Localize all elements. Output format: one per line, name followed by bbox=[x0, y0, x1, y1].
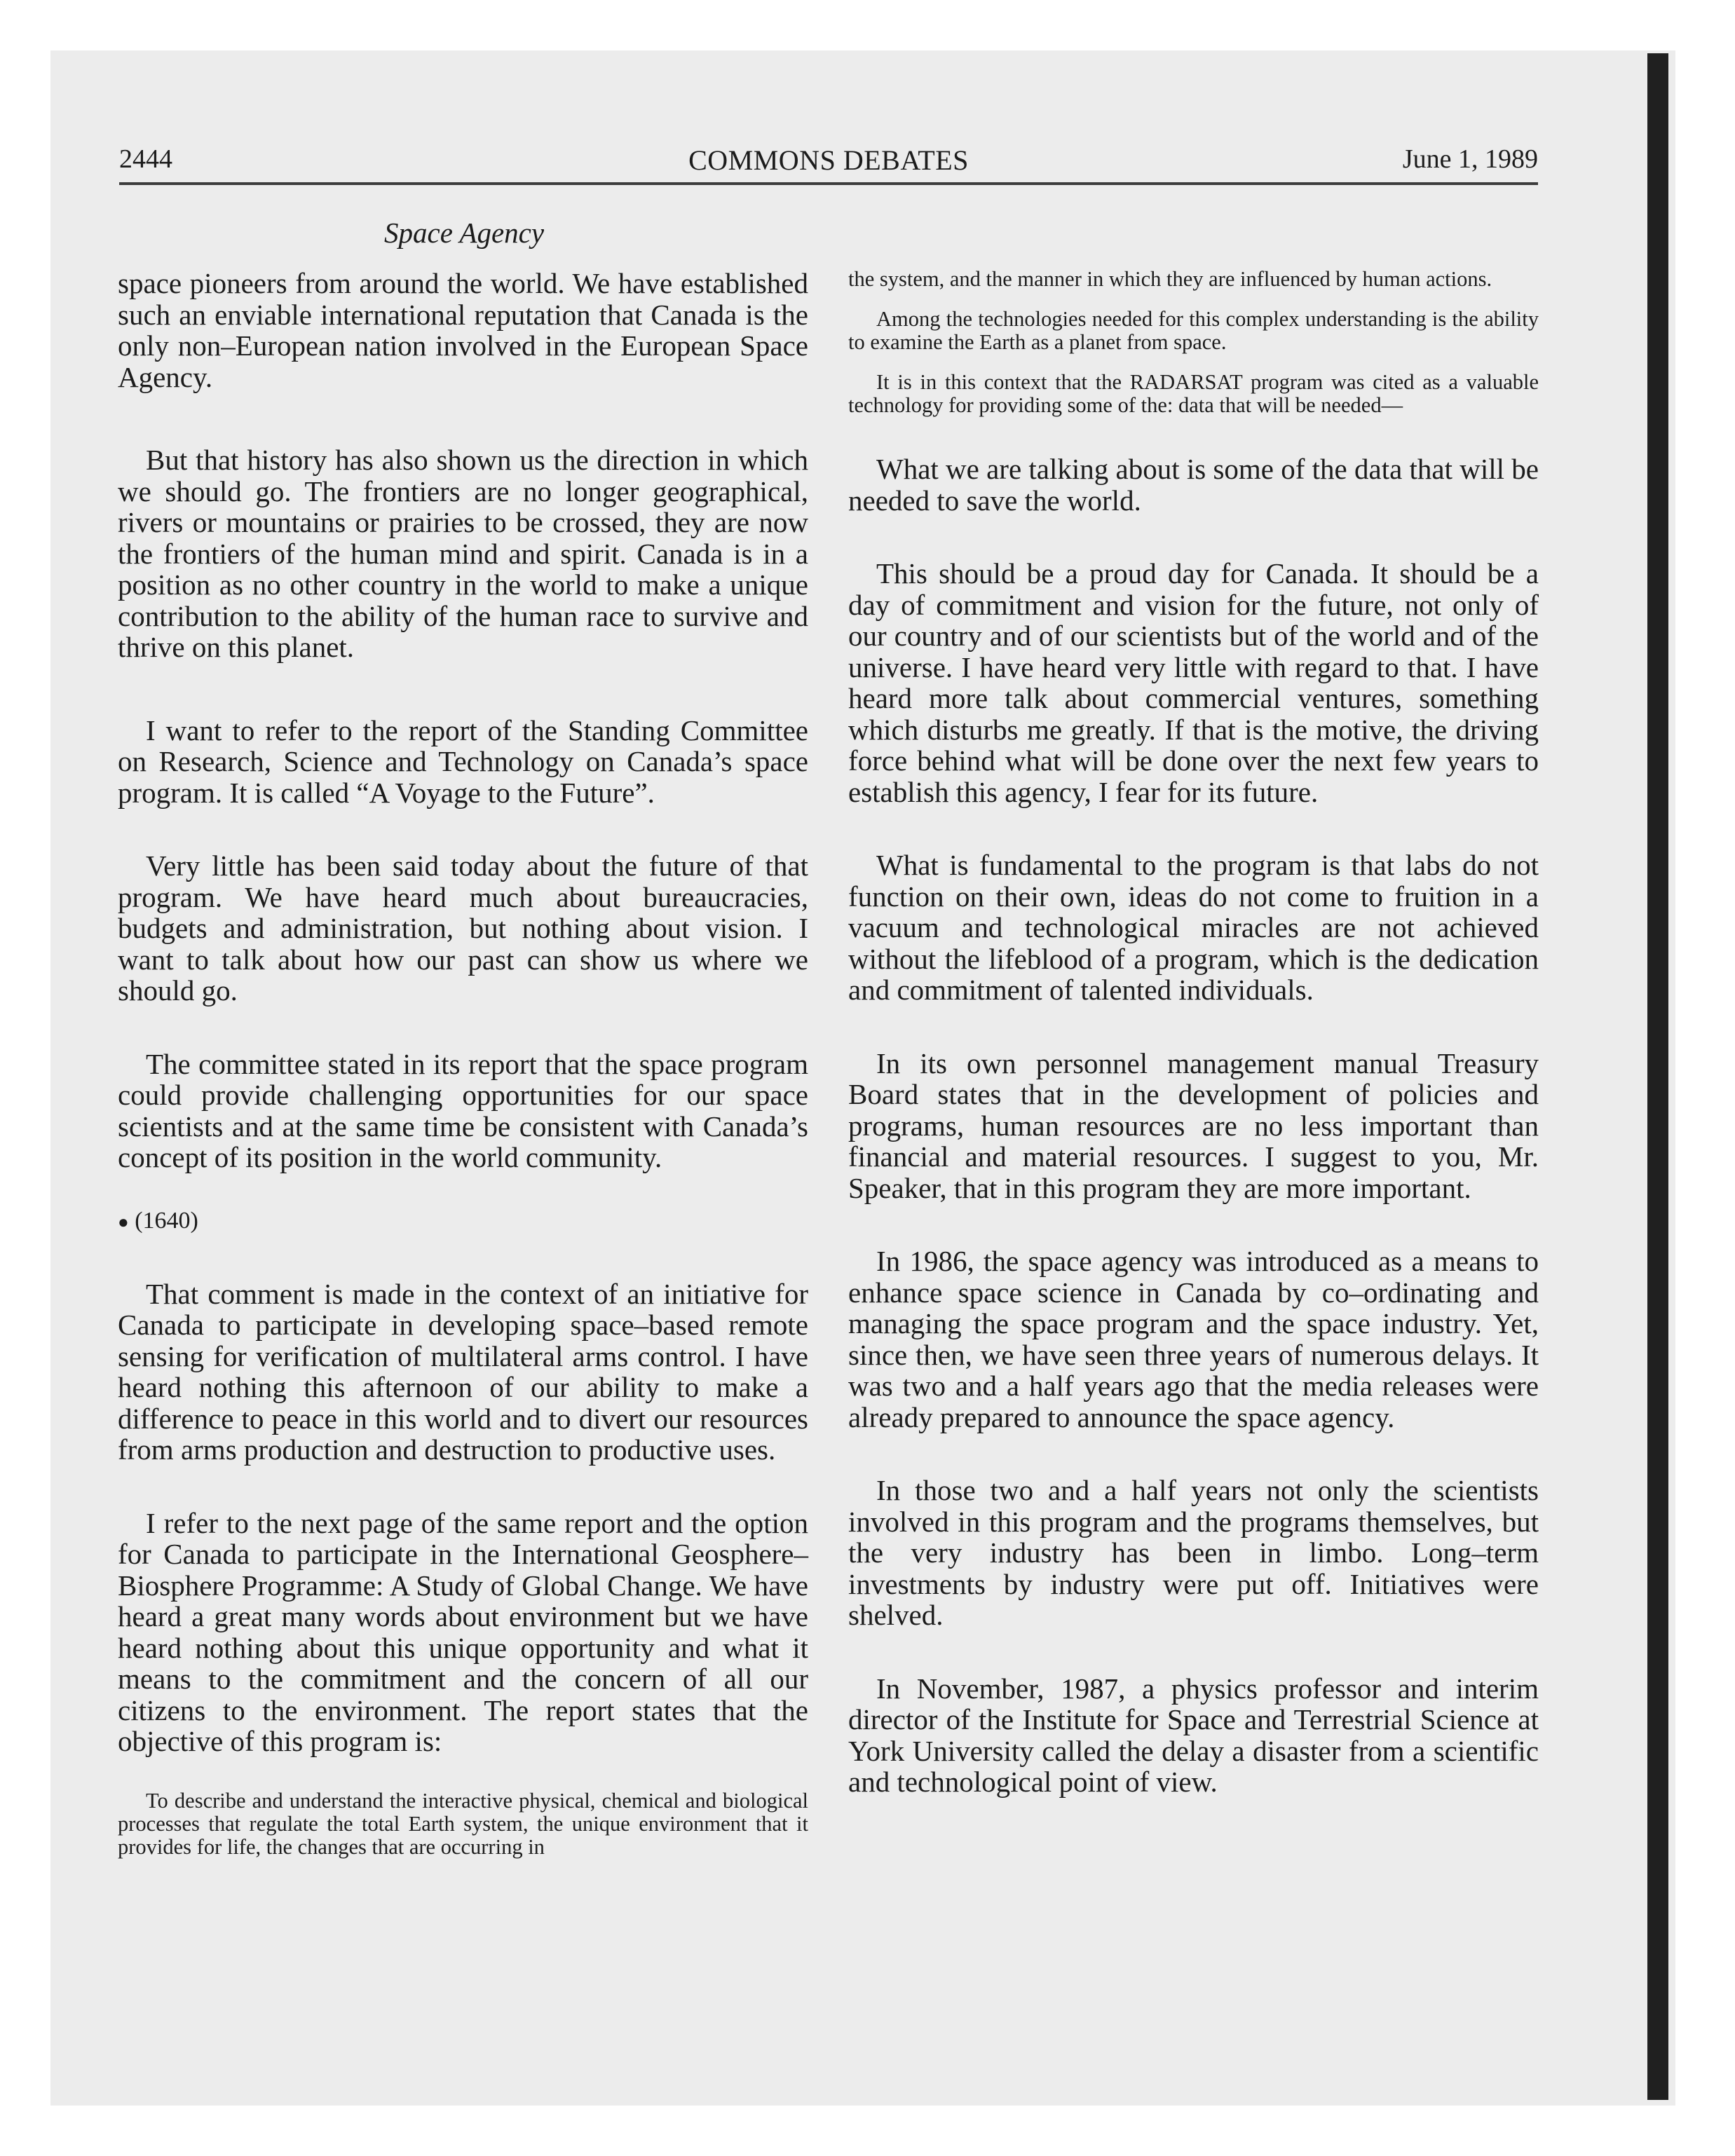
paragraph: That comment is made in the context of an initiative for Canada to participate in developing space–based remote sensing for verification of multilateral arms control. I have heard nothing this afternoon of our ability to make a difference to peace in this world and to divert our resources from arms production and destruction to productive uses. bbox=[118, 1277, 808, 1466]
timestamp-text: (1640) bbox=[135, 1207, 198, 1234]
paragraph: The committee stated in its report that the space program could provide challenging opportunities for our space scientists and at the same time be consistent with Canada’s concept of its position in the world community. bbox=[118, 1047, 808, 1173]
timestamp bbox=[118, 1206, 808, 1238]
block-quote: It is in this context that the RADARSAT program was cited as a valuable technology for providing some of the: data that will be needed— bbox=[848, 370, 1539, 417]
block-quote: To describe and understand the interactive physical, chemical and biological processes that regulate the total Earth system, the unique environment that it provides for life, the changes that are occurring in bbox=[118, 1788, 808, 1859]
bullet-icon: ● bbox=[118, 1211, 129, 1232]
page-number: 2444 bbox=[119, 144, 172, 174]
block-quote: the system, and the manner in which they are influenced by human actions. bbox=[848, 267, 1492, 291]
paragraph: But that history has also shown us the direction in which we should go. The frontiers are no longer geographical, rivers or mountains or prairies to be crossed, they are now the frontiers of the human mind and spirit. Canada is in a position as no other country in the world to make a unique contribution to the ability of the human race to survive and thrive on this planet. bbox=[118, 444, 808, 663]
paragraph: In those two and a half years not only the scientists involved in this program and the programs themselves, but the very industry has been in limbo. Long–term investments by industry were put off. Initiatives were shelved. bbox=[848, 1474, 1539, 1631]
running-head bbox=[119, 144, 1538, 183]
page-spine-shadow bbox=[1647, 53, 1668, 2100]
right-column bbox=[848, 268, 1539, 1830]
paragraph: In its own personnel management manual Treasury Board states that in the development of policies and programs, human resources are no less important than financial and material resources. I suggest to you, Mr. Speaker, that in this program they are more important. bbox=[848, 1046, 1539, 1204]
paragraph: This should be a proud day for Canada. It should be a day of commitment and vision for the future, not only of our country and of our scientists but of the world and of the universe. I have heard very little with regard to that. I have heard more talk about commercial ventures, something which disturbs me greatly. If that is the motive, the driving force behind what will be done over the next few years to establish this agency, I fear for its future. bbox=[848, 557, 1539, 808]
issue-date: June 1, 1989 bbox=[1402, 144, 1538, 174]
left-column bbox=[118, 268, 808, 1876]
paragraph: I refer to the next page of the same report and the option for Canada to participate in the International Geosphere–Biosphere Programme: A Study of Global Change. We have heard a great many words about environment but we have heard nothing about this unique opportunity and what it means to the commitment and the concern of all our citizens to the environment. The report states that the objective of this program is: bbox=[118, 1506, 808, 1758]
header-rule bbox=[119, 182, 1538, 185]
section-title: Space Agency bbox=[384, 217, 545, 249]
paragraph: space pioneers from around the world. We have established such an enviable international reputation that Canada is the only non–European nation involved in the European Space Agency. bbox=[118, 267, 808, 393]
paragraph: What we are talking about is some of the data that will be needed to save the world. bbox=[848, 453, 1539, 517]
paragraph: In 1986, the space agency was introduced as a means to enhance space science in Canada by co–ordinating and managing the space program and the space industry. Yet, since then, we have seen three years of numerous delays. It was two and a half years ago that the media releases were already prepared to announce the space agency. bbox=[848, 1245, 1539, 1433]
block-quote: Among the technologies needed for this complex understanding is the ability to examine the Earth as a planet from space. bbox=[848, 307, 1539, 354]
paragraph: What is fundamental to the program is that labs do not function on their own, ideas do not come to fruition in a vacuum and technological miracles are not achieved without the lifeblood of a program, which is the dedication and commitment of talented individuals. bbox=[848, 849, 1539, 1006]
paragraph: In November, 1987, a physics professor and interim director of the Institute for Space and Terrestrial Science at York University called the delay a disaster from a scientific and technological point of view. bbox=[848, 1672, 1539, 1798]
paragraph: I want to refer to the report of the Standing Committee on Research, Science and Technology on Canada’s space program. It is called “A Voyage to the Future”. bbox=[118, 714, 808, 809]
journal-title: COMMONS DEBATES bbox=[688, 144, 969, 176]
paragraph: Very little has been said today about the future of that program. We have heard much about bureaucracies, budgets and administration, but nothing about vision. I want to talk about how our past can show us where we should go. bbox=[118, 850, 808, 1007]
